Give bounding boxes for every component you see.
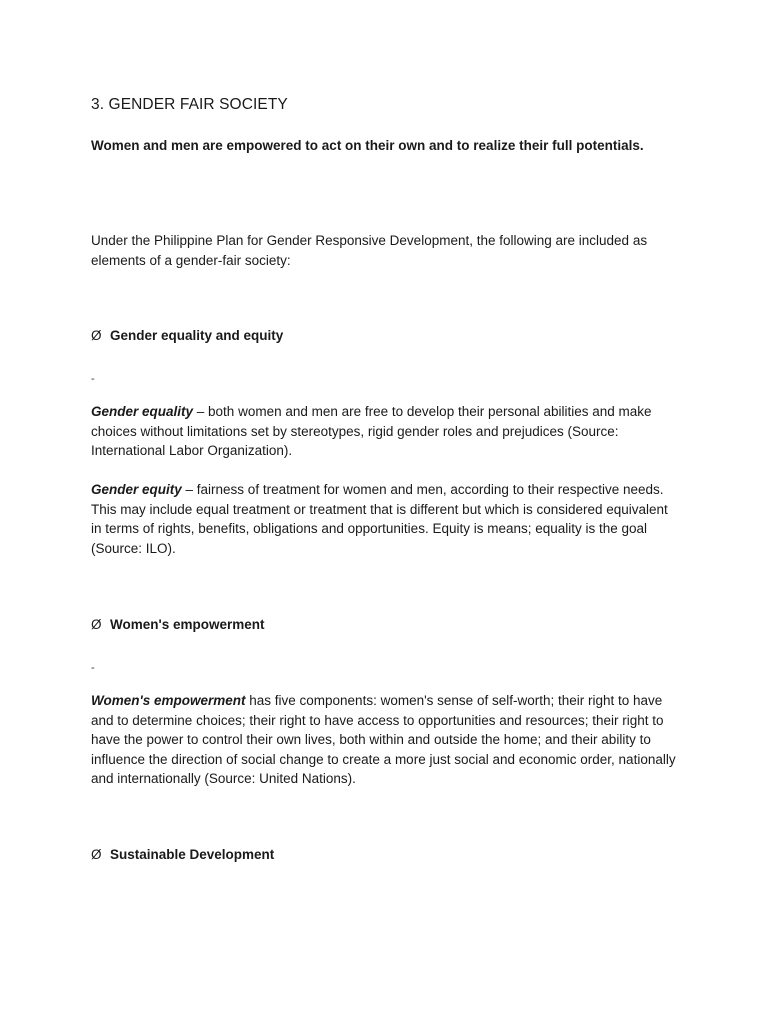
bullet-gender-equality-equity (91, 328, 283, 343)
paragraph-text: – fairness of treatment for women and men, according to their respective needs. This may include equal treatment or treatment that is different but which is considered equivalent in terms of rights, benefits, obligations and opportunities. Equity is means; equality is the goal (Source: ILO). (91, 482, 668, 556)
bullet-label: Gender equality and equity (110, 328, 284, 343)
paragraph-text: has five components: women's sense of self-worth; their right to have and to determine choices; their right to have access to opportunities and resources; their right to have the power to control their own lives, both within and outside the home; and their ability to influence the direction of social change to create a more just social and economic order, nationally and internationally (Source: United Nations). (91, 693, 676, 787)
term-label: Gender equality (91, 404, 194, 419)
bullet-label: Sustainable Development (110, 847, 275, 862)
term-label: Women's empowerment (91, 693, 246, 708)
intro-paragraph: Under the Philippine Plan for Gender Responsive Development, the following are included as elements of a gender-fair society: (91, 233, 648, 268)
paragraph-text: – both women and men are free to develop their personal abilities and make choices without limitations set by stereotypes, rigid gender roles and prejudices (Source: International Labor Organization). (91, 404, 652, 459)
bullet-arrow-icon: Ø (91, 847, 102, 862)
dash-marker: - (91, 373, 95, 385)
dash-marker: - (91, 662, 95, 674)
paragraph-womens-empowerment (91, 691, 681, 789)
bullet-sustainable-development (91, 847, 274, 862)
bullet-label: Women's empowerment (110, 617, 265, 632)
paragraph-gender-equity (91, 480, 681, 558)
bullet-arrow-icon: Ø (91, 328, 102, 343)
bullet-arrow-icon: Ø (91, 617, 102, 632)
paragraph-gender-equality (91, 402, 681, 461)
term-label: Gender equity (91, 482, 182, 497)
section-heading: 3. GENDER FAIR SOCIETY (91, 96, 288, 113)
lead-statement: Women and men are empowered to act on their own and to realize their full potentials. (91, 138, 644, 153)
bullet-womens-empowerment (91, 617, 265, 632)
